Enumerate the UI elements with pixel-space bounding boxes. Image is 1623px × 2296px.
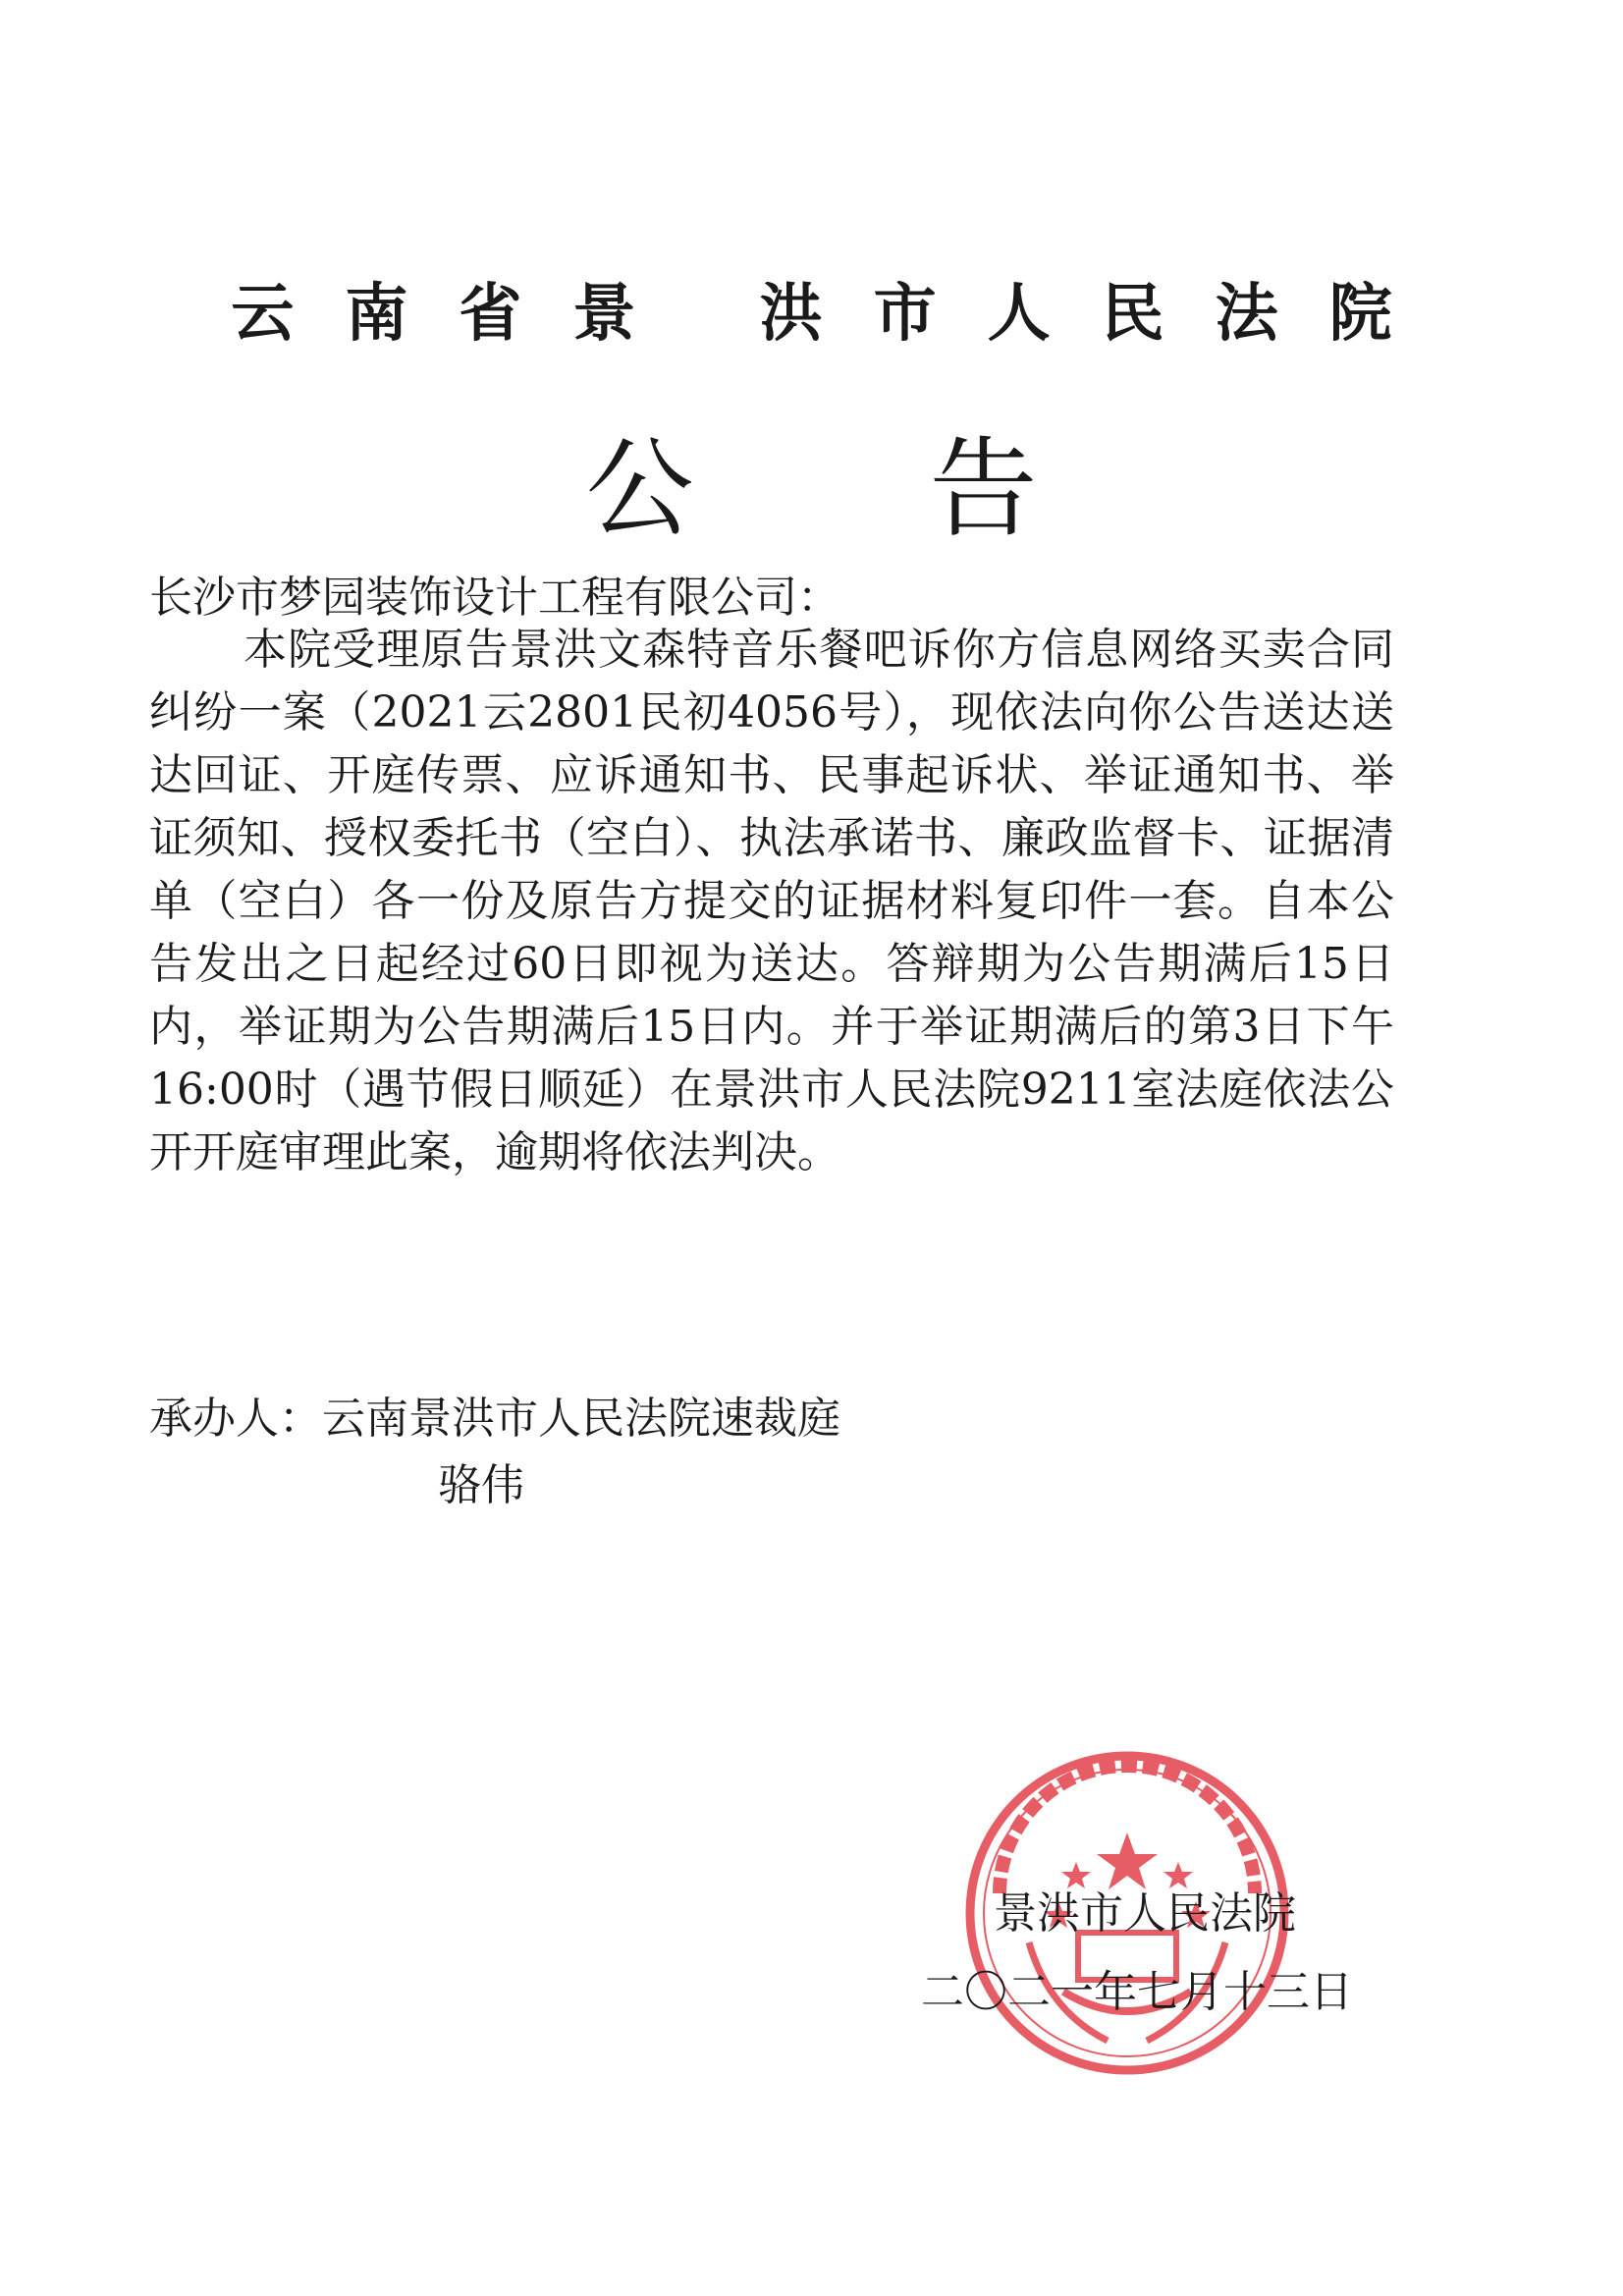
signing-court: 景洪市人民法院 bbox=[994, 1888, 1296, 1939]
court-name-heading: 云南省景 洪市人民法院 bbox=[231, 278, 1443, 351]
handler-name: 骆伟 bbox=[438, 1460, 524, 1510]
notice-title: 公告 bbox=[585, 426, 1273, 552]
addressee: 长沙市梦园装饰设计工程有限公司： bbox=[149, 573, 840, 623]
notice-body: 本院受理原告景洪文森特音乐餐吧诉你方信息网络买卖合同纠纷一案（2021云2801民初4056号），现依法向你公告送达送达回证、开庭传票、应诉通知书、民事起诉状、举证通知书、举证须知、授权委托书（空白）、执法承诺书、廉政监督卡、证据清单（空白）各一份及原告方提交的证据材料复印件一套。自本公告发出之日起经过60日即视为送达。答辩期为公告期满后15日内，举证期为公告期满后15日内。并于举证期满后的第3日下午16:00时（遇节假日顺延）在景洪市人民法院9211室法庭依法公开开庭审理此案，逾期将依法判决。 bbox=[149, 625, 1394, 1177]
signing-date: 二〇二一年七月十三日 bbox=[921, 1967, 1353, 2017]
handler-line: 承办人：云南景洪市人民法院速裁庭 bbox=[149, 1394, 840, 1444]
